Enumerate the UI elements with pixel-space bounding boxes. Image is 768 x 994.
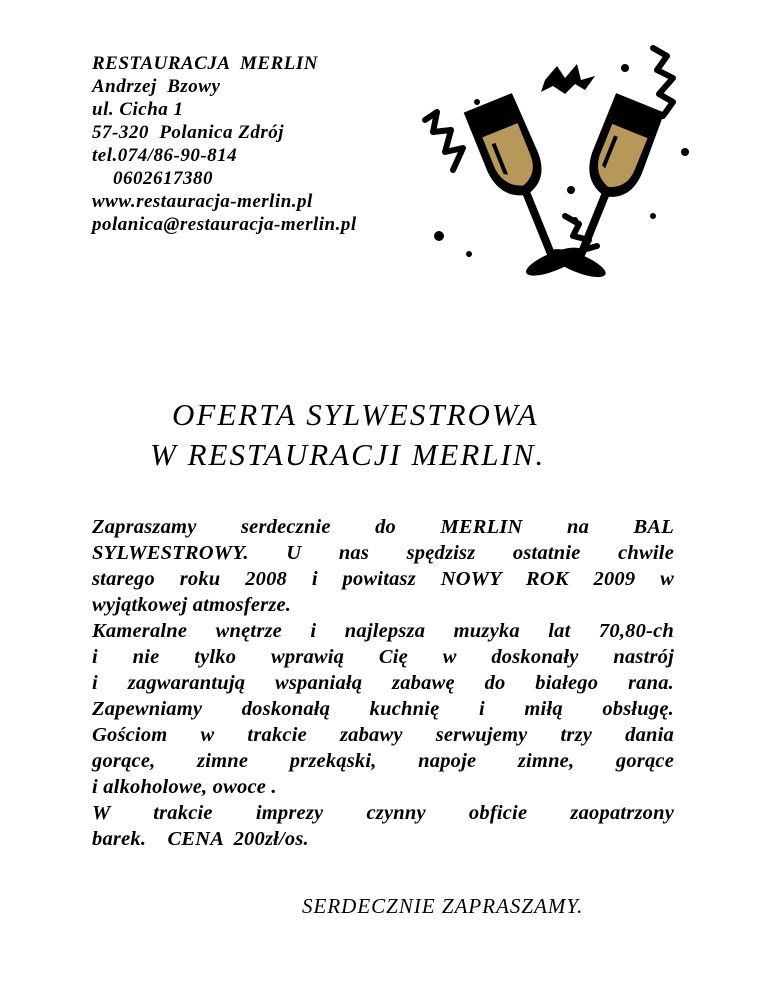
body-line: Zapewniamy doskonałą kuchnię i miłą obsługę. (92, 698, 674, 720)
title-line-2: W RESTAURACJI MERLIN. (150, 437, 546, 472)
street-address: ul. Cicha 1 (92, 99, 184, 120)
website-link: www.restauracja-merlin.pl (92, 191, 313, 212)
body-line: Gościom w trakcie zabawy serwujemy trzy dania (92, 724, 674, 746)
owner-name: Andrzej Bzowy (92, 76, 221, 97)
price-line: barek. CENA 200zł/os. (92, 828, 309, 850)
mobile-number: 0602617380 (92, 168, 213, 189)
body-line: i nie tylko wprawią Cię w doskonały nastrój (92, 646, 674, 668)
body-line: wyjątkowej atmosferze. (92, 594, 292, 616)
body-line: SYLWESTROWY. U nas spędzisz ostatnie chwile (92, 542, 674, 564)
body-line: starego roku 2008 i powitasz NOWY ROK 2009 w (92, 568, 674, 590)
restaurant-name: RESTAURACJA MERLIN (92, 53, 318, 74)
city-postcode: 57-320 Polanica Zdrój (92, 122, 285, 143)
body-line: gorące, zimne przekąski, napoje zimne, gorące (92, 750, 674, 772)
body-line: Kameralne wnętrze i najlepsza muzyka lat 70,80-ch (92, 620, 674, 642)
closing-invitation: SERDECZNIE ZAPRASZAMY. (302, 894, 584, 918)
title-line-1: OFERTA SYLWESTROWA (172, 397, 539, 432)
body-line: i alkoholowe, owoce . (92, 776, 277, 798)
offer-title (150, 395, 630, 475)
phone-number: tel.074/86-90-814 (92, 145, 238, 166)
body-line: W trakcie imprezy czynny obficie zaopatrzony (92, 802, 674, 824)
restaurant-address-block (92, 52, 357, 236)
body-line: Zapraszamy serdecznie do MERLIN na BAL (92, 516, 674, 538)
offer-description (92, 514, 674, 852)
champagne-toast-clipart (405, 40, 725, 300)
email-address: polanica@restauracja-merlin.pl (92, 214, 357, 235)
body-line: i zagwarantują wspaniałą zabawę do białego rana. (92, 672, 674, 694)
